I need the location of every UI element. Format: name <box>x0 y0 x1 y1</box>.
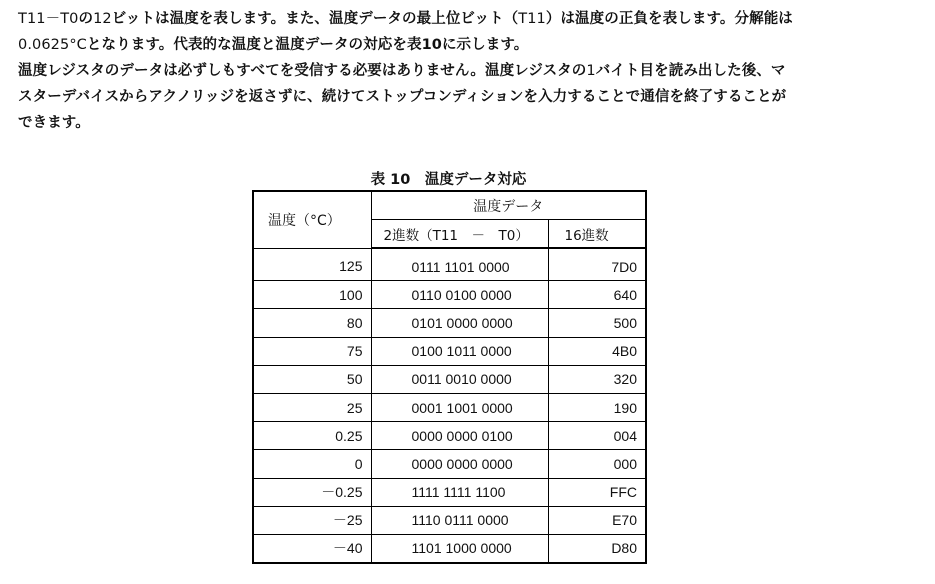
cell-hex: 7D0 <box>548 248 646 281</box>
text-segment: 温度レジスタのデータは必ずしもすべてを受信する必要はありません。温度レジスタの <box>18 63 587 79</box>
text-segment: ビットは温度を表します。また、温度データの最上位ビット（ <box>111 11 519 27</box>
table-row <box>253 422 646 450</box>
text-segment: 12 <box>93 11 112 27</box>
paragraph-register-read <box>18 58 930 136</box>
table-row <box>253 281 646 309</box>
table-row <box>253 450 646 478</box>
header-temperature: 温度（°C） <box>253 191 371 248</box>
cell-binary: 0110 0100 0000 <box>371 281 548 309</box>
table-row <box>253 337 646 365</box>
cell-binary: 0101 0000 0000 <box>371 309 548 337</box>
text-segment: ）は温度の正負を表します。分解能は <box>545 11 793 27</box>
cell-binary: 0001 1001 0000 <box>371 393 548 421</box>
text-segment: 1 <box>586 63 596 79</box>
text-segment: 0.0625°C <box>18 37 87 53</box>
table-caption: 表 10 温度データ対応 <box>370 172 527 188</box>
header-temperature-data: 温度データ <box>371 191 646 220</box>
cell-temperature: 75 <box>253 337 371 365</box>
cell-hex: D80 <box>548 534 646 563</box>
cell-hex: 000 <box>548 450 646 478</box>
table-row <box>253 248 646 281</box>
header-binary: 2進数（T11 － T0） <box>371 220 548 249</box>
cell-temperature: 125 <box>253 248 371 281</box>
text-segment: スターデバイスからアクノリッジを返さずに、続けてストップコンディションを入力することで通信を終了することが <box>18 89 787 105</box>
cell-binary: 0100 1011 0000 <box>371 337 548 365</box>
text-segment: の <box>78 11 94 27</box>
cell-binary: 1110 0111 0000 <box>371 506 548 534</box>
cell-temperature: －40 <box>253 534 371 563</box>
table-row <box>253 478 646 506</box>
text-segment: バイト目を読み出した後、マ <box>595 63 786 79</box>
cell-temperature: 0.25 <box>253 422 371 450</box>
cell-binary: 0111 1101 0000 <box>371 248 548 281</box>
table-row <box>253 534 646 563</box>
cell-hex: 640 <box>548 281 646 309</box>
cell-binary: 0000 0000 0000 <box>371 450 548 478</box>
cell-binary: 1101 1000 0000 <box>371 534 548 563</box>
cell-temperature: 0 <box>253 450 371 478</box>
text-segment: できます。 <box>18 115 90 131</box>
cell-temperature: 25 <box>253 393 371 421</box>
cell-temperature: 80 <box>253 309 371 337</box>
text-segment: T11－T0 <box>18 11 79 27</box>
cell-hex: FFC <box>548 478 646 506</box>
table-row <box>253 506 646 534</box>
cell-binary: 0011 0010 0000 <box>371 365 548 393</box>
cell-temperature: －0.25 <box>253 478 371 506</box>
table-row <box>253 393 646 421</box>
cell-hex: 190 <box>548 393 646 421</box>
cell-temperature: －25 <box>253 506 371 534</box>
cell-hex: 320 <box>548 365 646 393</box>
header-hex: 16進数 <box>548 220 646 249</box>
cell-hex: 004 <box>548 422 646 450</box>
cell-binary: 0000 0000 0100 <box>371 422 548 450</box>
text-segment: T11 <box>518 11 546 27</box>
temperature-data-table <box>252 190 647 564</box>
text-segment: となります。代表的な温度と温度データの対応を表 <box>86 37 422 53</box>
cell-hex: 4B0 <box>548 337 646 365</box>
cell-hex: E70 <box>548 506 646 534</box>
cell-binary: 1111 1111 1100 <box>371 478 548 506</box>
table-row <box>253 365 646 393</box>
paragraph-temperature-bits <box>18 6 930 58</box>
table-row <box>253 309 646 337</box>
cell-temperature: 100 <box>253 281 371 309</box>
text-segment: に示します。 <box>441 37 529 53</box>
text-segment: 10 <box>421 37 442 53</box>
cell-hex: 500 <box>548 309 646 337</box>
cell-temperature: 50 <box>253 365 371 393</box>
